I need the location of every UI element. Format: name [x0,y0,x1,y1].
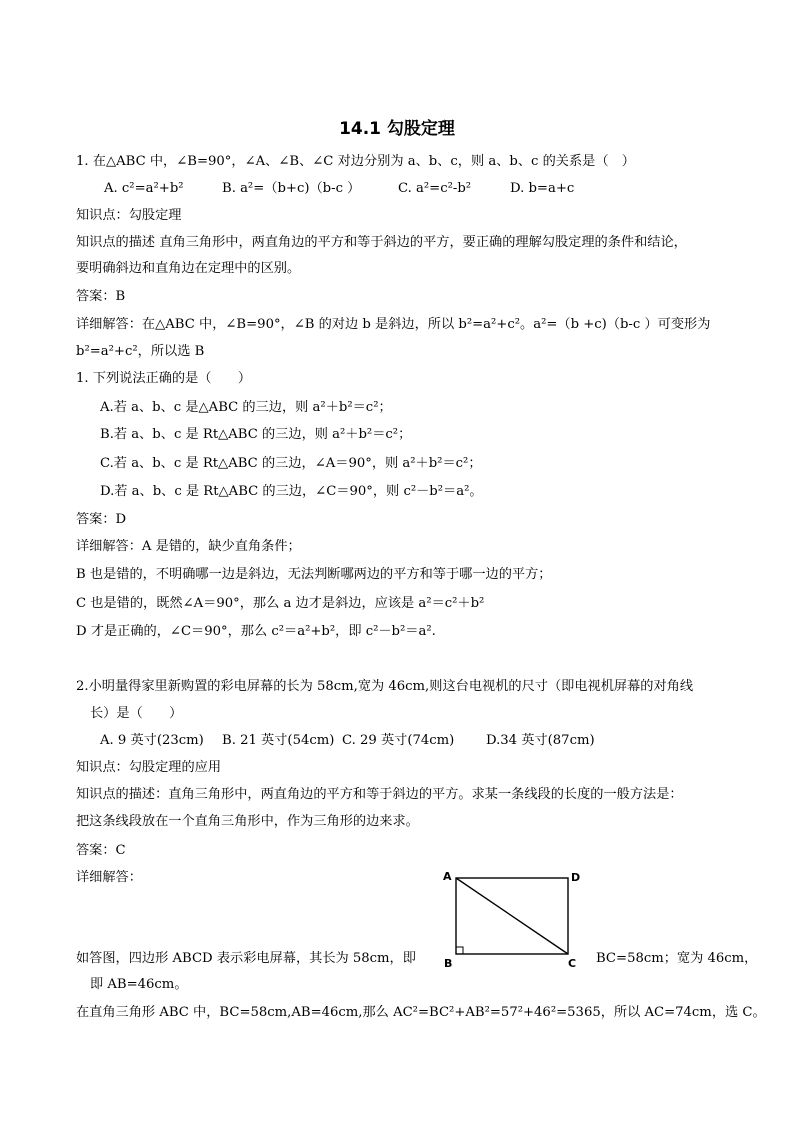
q1-option-b: B. a²=（b+c)（b-c ） [222,181,361,196]
q3-answer: 答案：C [76,843,126,858]
q2-option-a: A.若 a、b、c 是△ABC 的三边，则 a²＋b²＝c²； [100,400,392,415]
q2-answer: 答案：D [76,512,127,527]
q3-knowledge: 知识点：勾股定理的应用 [76,760,222,775]
figure-label-c: C [568,957,577,970]
q3-detail-line2: 即 AB=46cm。 [90,977,188,992]
q1-desc-line1: 知识点的描述 直角三角形中，两直角边的平方和等于斜边的平方，要正确的理解勾股定理的条件和结论， [76,235,687,250]
q1-question: 1. 在△ABC 中，∠B=90°，∠A、∠B、∠C 对边分别为 a、b、c，则 a、b、c 的关系是（ ） [76,154,635,169]
figure-label-a: A [443,870,452,883]
q3-detail-line1-right: BC=58cm；宽为 46cm， [596,951,758,966]
q1-answer: 答案：B [76,289,126,304]
q2-question: 1. 下列说法正确的是（ ） [76,371,252,386]
q3-desc-line2: 把这条线段放在一个直角三角形中，作为三角形的边来求。 [76,814,419,829]
q1-options [104,179,574,199]
q3-question-line1: 2.小明量得家里新购置的彩电屏幕的长为 58cm,宽为 46cm,则这台电视机的尺寸（即电视机屏幕的对角线 [76,679,694,694]
q3-options [100,731,595,751]
figure-label-b: B [444,957,453,970]
q2-detail-line2: B 也是错的，不明确哪一边是斜边，无法判断哪两边的平方和等于哪一边的平方； [76,567,552,582]
q1-option-c: C. a²=c²-b² [398,181,472,196]
q3-option-d: D.34 英寸(87cm) [486,733,595,748]
q2-detail-line3: C 也是错的，既然∠A＝90°，那么 a 边才是斜边，应该是 a²＝c²＋b² [76,596,485,611]
q2-option-c: C.若 a、b、c 是 Rt△ABC 的三边，∠A＝90°，则 a²＋b²＝c²； [100,456,482,471]
q3-option-b: B. 21 英寸(54cm) [222,733,335,748]
rectangle-abcd-figure [440,866,590,976]
q2-detail-line1: 详细解答：A 是错的，缺少直角条件； [76,539,301,554]
q2-option-d: D.若 a、b、c 是 Rt△ABC 的三边，∠C＝90°，则 c²－b²＝a²。 [100,484,483,499]
q2-option-b: B.若 a、b、c 是 Rt△ABC 的三边，则 a²＋b²＝c²； [100,427,412,442]
q1-detail-line2: b²=a²+c²，所以选 B [76,344,205,359]
q3-detail-line1: 如答图，四边形 ABCD 表示彩电屏幕，其长为 58cm，即 [76,951,416,966]
q3-question-line2: 长）是（ ） [90,706,183,721]
q1-desc-line2: 要明确斜边和直角边在定理中的区别。 [76,261,301,276]
q3-detail-line3: 在直角三角形 ABC 中，BC=58cm,AB=46cm,那么 AC²=BC²+AB²=57²+46²=5365，所以 AC=74cm，选 C。 [76,1005,766,1020]
q3-option-a: A. 9 英寸(23cm) [100,733,204,748]
q2-detail-line4: D 才是正确的，∠C＝90°，那么 c²＝a²+b²，即 c²－b²＝a². [76,624,436,639]
q3-option-c: C. 29 英寸(74cm) [342,733,455,748]
q1-option-d: D. b=a+c [510,181,575,196]
figure-label-d: D [571,871,581,884]
q1-option-a: A. c²=a²+b² [104,181,184,196]
page-title: 14.1 勾股定理 [339,119,455,139]
q1-detail-line1: 详细解答：在△ABC 中，∠B=90°，∠B 的对边 b 是斜边，所以 b²=a²+c²。a²=（b +c)（b-c ）可变形为 [76,317,711,332]
q1-knowledge: 知识点：勾股定理 [76,208,182,223]
q3-detail-label: 详细解答： [76,870,142,885]
q3-desc-line1: 知识点的描述：直角三角形中，两直角边的平方和等于斜边的平方。求某一条线段的长度的一般方法是： [76,787,683,802]
